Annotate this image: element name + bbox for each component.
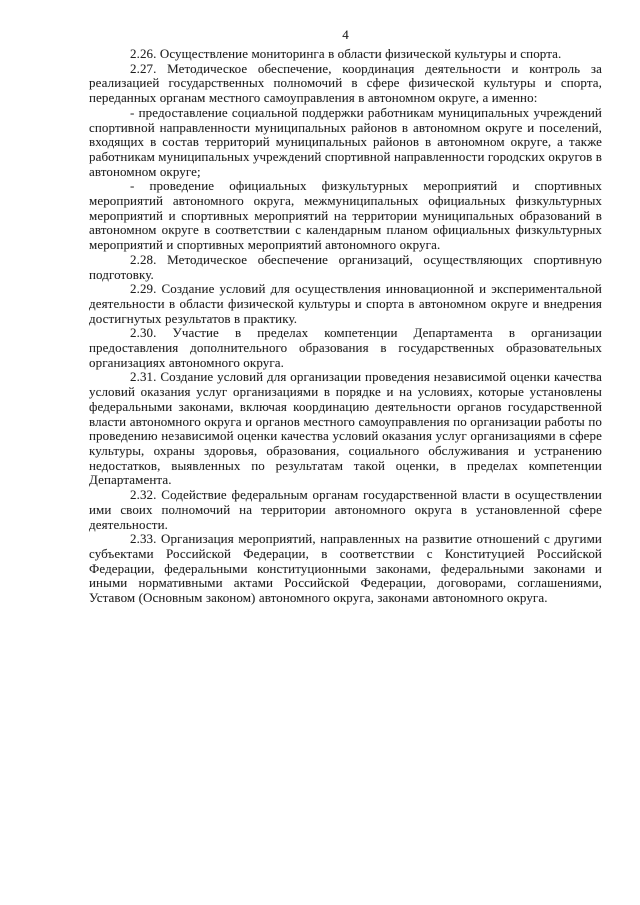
paragraph-2-28: 2.28. Методическое обеспечение организаций, осуществляющих спортивную подготовку. <box>89 251 602 282</box>
paragraph-2-31: 2.31. Создание условий для организации проведения независимой оценки качества условий оказания услуг организациями в порядке и на условиях, которые установлены федеральными законами, включая координацию деятельности органов государственной власти автономного округа и органов местного самоуправления по организации работы по проведению независимой оценки качества условий оказания услуг организациями в сфере культуры, охраны здоровья, образования, социального обслуживания и устранению недостатков, выявленных по результатам такой оценки, в пределах компетенции Департамента. <box>89 369 602 488</box>
paragraph-2-30: 2.30. Участие в пределах компетенции Департамента в организации предоставления дополнительного образования в государственных образовательных организациях автономного округа. <box>89 325 602 370</box>
paragraph-2-29: 2.29. Создание условий для осуществления инновационной и экспериментальной деятельности в области физической культуры и спорта в автономном округе и внедрения достигнутых результатов в практику. <box>89 281 602 326</box>
bullet-social-support: - предоставление социальной поддержки работникам муниципальных учреждений спортивной направленности муниципальных районов в автономном округе и поселений, входящих в состав территорий муниципальных районов в автономном округе, а также работникам муниципальных учреждений спортивной направленности городских округов в автономном округе; <box>89 104 602 179</box>
bullet-sport-events: - проведение официальных физкультурных мероприятий и спортивных мероприятий автономного округа, межмуниципальных официальных физкультурных мероприятий и спортивных мероприятий на территории муниципальных образований в автономном округе в соответствии с календарным планом официальных физкультурных мероприятий и спортивных мероприятий автономного округа. <box>89 178 602 253</box>
paragraph-2-27: 2.27. Методическое обеспечение, координация деятельности и контроль за реализацией государственных полномочий в сфере физической культуры и спорта, переданных органам местного самоуправления в автономном округе, а именно: <box>89 60 602 106</box>
paragraph-2-26: 2.26. Осуществление мониторинга в области физической культуры и спорта. <box>130 46 562 61</box>
paragraph-2-33: 2.33. Организация мероприятий, направленных на развитие отношений с другими субъектами Российской Федерации, в соответствии с Конституцией Российской Федерации, федеральными конституционными законами, федеральными законами и иными нормативными актами Российской Федерации, договорами, соглашениями, Уставом (Основным законом) автономного округа, законами автономного округа. <box>89 531 602 606</box>
page-number: 4 <box>342 27 349 42</box>
paragraph-2-32: 2.32. Содействие федеральным органам государственной власти в осуществлении ими своих полномочий на территории автономного округа в установленной сфере деятельности. <box>89 487 602 532</box>
text-column <box>89 27 602 606</box>
